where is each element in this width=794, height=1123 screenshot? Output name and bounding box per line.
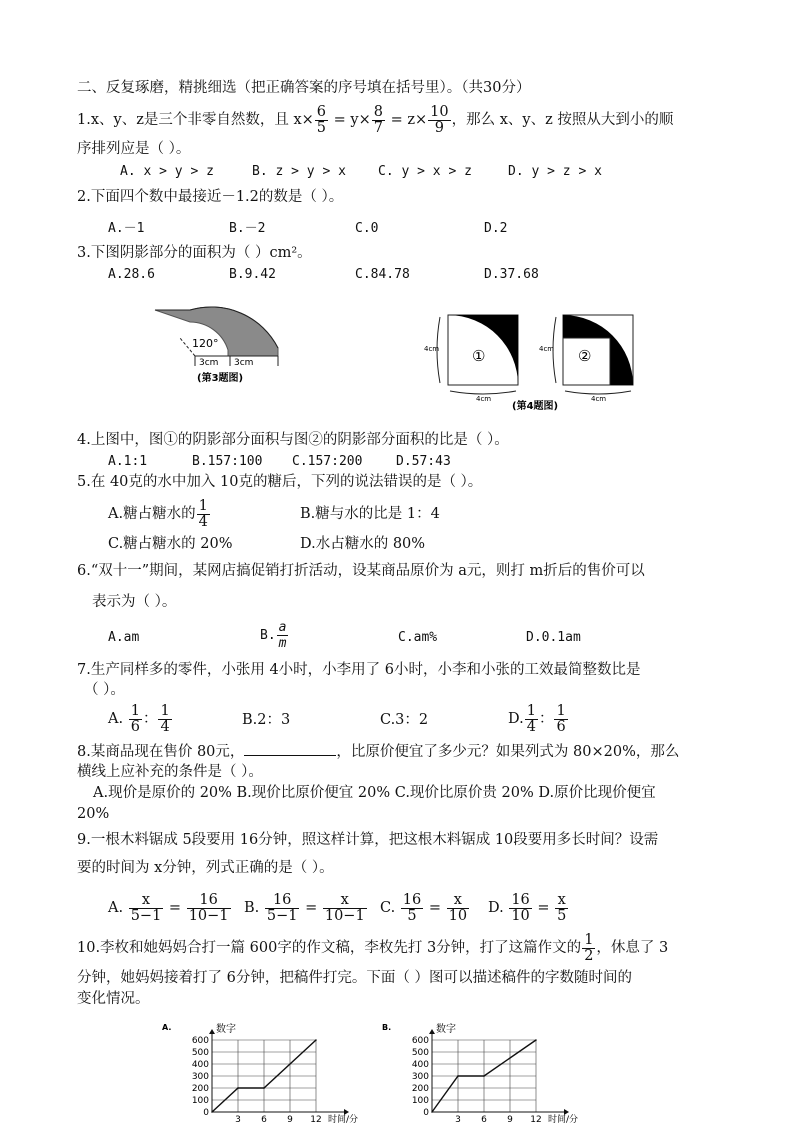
q1-fraction-2: $\frac{8}{7}$ (373, 103, 383, 136)
q7-option-a-fraction-2: $\frac{1}{4}$ (160, 702, 170, 735)
q7-option-c[interactable]: C.3：2 (380, 712, 429, 728)
q1-text-d: ，那么 x、y、z 按照从大到小的顺 (451, 112, 674, 128)
fig3-seg2-label: 3cm (234, 358, 254, 368)
q8-options-cont: 20% (77, 806, 110, 822)
q10-line1-post: ，休息了 3 (596, 940, 669, 956)
q2-stem: 2.下面四个数中最接近－1.2的数是（ ）。 (77, 189, 344, 205)
q5-option-a[interactable] (108, 498, 211, 530)
chart-data-point (483, 1075, 485, 1077)
q7-option-d-sep: ： (538, 711, 554, 727)
q5-option-a-fraction: $\frac{1}{4}$ (198, 497, 208, 530)
q1-text-b: = y× (329, 112, 371, 128)
q8-line1-post: ，比原价便宜了多少元？如果列式为 80×20%，那么 (336, 744, 680, 760)
chart-y-arrow (209, 1029, 215, 1034)
fig3-seg1-label: 3cm (199, 358, 219, 368)
q4-stem: 4.上图中，图①的阴影部分面积与图②的阴影部分面积的比是（ ）。 (77, 432, 509, 448)
chart-y-tick-label: 100 (191, 1096, 209, 1106)
q7-line2: （ ）。 (84, 682, 125, 698)
q9-option-c[interactable]: C. $\frac{16}{5}$ = $\frac{x}{10}$ (380, 891, 468, 924)
fig3-angle-label: 120° (192, 337, 219, 350)
chart-x-tick-label: 3 (235, 1115, 241, 1123)
q10-chart-b[interactable] (380, 1018, 600, 1123)
chart-data-point (431, 1111, 433, 1113)
chart-x-tick-label: 3 (455, 1115, 461, 1123)
q6-line2: 表示为（ ）。 (92, 594, 177, 610)
q1-text-a: 1.x、y、z是三个非零自然数，且 x× (77, 112, 314, 128)
q9-option-c-right: $\frac{x}{10}$ (448, 891, 468, 924)
q9-option-c-left: $\frac{16}{5}$ (402, 891, 422, 924)
fig4-diagram (420, 305, 640, 415)
chart-y-tick-label: 600 (191, 1036, 209, 1046)
q7-option-a[interactable] (108, 703, 173, 735)
chart-panel-label: B. (382, 1023, 392, 1032)
q9-line1: 9.一根木料锯成 5段要用 16分钟，照这样计算，把这根木料锯成 10段要用多长时间？设需 (77, 832, 659, 848)
q8-line2: 横线上应补充的条件是（ ）。 (77, 764, 263, 780)
q1-text-c: = z× (385, 112, 428, 128)
fig3-caption: (第3题图) (197, 373, 244, 384)
q6-option-a[interactable]: A.am (108, 630, 140, 645)
q7-option-a-fraction-1: $\frac{1}{6}$ (130, 702, 140, 735)
chart-x-tick-label: 12 (310, 1115, 322, 1123)
q4-option-a[interactable]: A.1:1 (108, 454, 148, 469)
q8-line1-pre: 8.某商品现在售价 80元， (77, 744, 245, 760)
q9-option-a-left: $\frac{x}{5-1}$ (130, 891, 162, 924)
q10-line3: 变化情况。 (77, 991, 150, 1007)
q5-option-d[interactable]: D.水占糖水的 80% (300, 536, 426, 552)
chart-data-point (263, 1087, 265, 1089)
fig4-caption: (第4题图) (512, 401, 559, 412)
q3-option-d[interactable]: D.37.68 (484, 267, 539, 282)
fig4-bottom-label-2: 4cm (591, 395, 607, 403)
chart-y-tick-label: 600 (411, 1036, 429, 1046)
q9-option-a-label: A. (108, 900, 124, 916)
chart-x-tick-label: 6 (481, 1115, 487, 1123)
chart-data-point (315, 1039, 317, 1041)
q1-stem (77, 104, 673, 136)
chart-y-tick-label: 0 (203, 1108, 209, 1118)
q10-line2: 分钟，她妈妈接着打了 6分钟，把稿件打完。下面（ ）图可以描述稿件的字数随时间的 (77, 970, 632, 986)
fig4-left-label-2: 4cm (539, 345, 555, 353)
q2-option-d[interactable]: D.2 (484, 221, 508, 236)
chart-x-tick-label: 12 (530, 1115, 542, 1123)
chart-y-tick-label: 0 (423, 1108, 429, 1118)
q7-option-d-fraction-2: $\frac{1}{6}$ (556, 702, 566, 735)
q9-option-d[interactable]: D. $\frac{16}{10}$ = $\frac{x}{5}$ (488, 891, 567, 924)
q3-option-a[interactable]: A.28.6 (108, 267, 155, 282)
chart-data-point (457, 1075, 459, 1077)
q6-line1: 6.“双十一”期间，某网店搞促销打折活动，设某商品原价为 a元，则打 m折后的售价可以 (77, 563, 645, 579)
chart-x-tick-label: 9 (287, 1115, 293, 1123)
q7-line1: 7.生产同样多的零件，小张用 4小时，小李用了 6小时，小李和小张的工效最简整数比是 (77, 662, 641, 678)
q10-chart-a[interactable] (160, 1018, 375, 1123)
q8-blank[interactable] (244, 741, 336, 756)
q1-line2: 序排列应是（ ）。 (77, 141, 191, 157)
q6-option-b-label: B. (260, 628, 276, 643)
q9-option-a-right: $\frac{16}{10-1}$ (188, 891, 229, 924)
q7-option-d-fraction-1: $\frac{1}{4}$ (526, 702, 536, 735)
chart-y-tick-label: 300 (191, 1072, 209, 1082)
q1-fraction-3: $\frac{10}{9}$ (430, 103, 449, 136)
chart-x-axis-unit: 时间/分 (548, 1115, 579, 1123)
chart-y-tick-label: 100 (411, 1096, 429, 1106)
chart-x-axis-unit: 时间/分 (328, 1115, 359, 1123)
fig4-label-1: ① (472, 347, 486, 365)
fig4-label-2: ② (578, 347, 592, 365)
q6-option-c[interactable]: C.am% (398, 630, 438, 645)
q9-option-b[interactable]: B. $\frac{16}{5-1}$ = $\frac{x}{10-1}$ (244, 891, 365, 924)
fig4-bottom-label-1: 4cm (476, 395, 492, 403)
q1-option-a[interactable]: A. x > y > z (120, 164, 214, 179)
chart-y-arrow (429, 1029, 435, 1034)
chart-data-point (237, 1087, 239, 1089)
q3-stem: 3.下图阴影部分的面积为（ ）cm²。 (77, 245, 312, 261)
q9-option-a[interactable]: A. $\frac{x}{5-1}$ = $\frac{16}{10-1}$ (108, 891, 229, 924)
q4-option-b[interactable]: B.157:100 (192, 454, 263, 469)
q9-option-d-right: $\frac{x}{5}$ (557, 891, 567, 924)
q7-option-a-sep: ： (142, 711, 158, 727)
q9-option-b-left: $\frac{16}{5-1}$ (266, 891, 298, 924)
q6-option-b-fraction: $\frac{a}{m}$ (278, 620, 287, 651)
chart-y-tick-label: 200 (411, 1084, 429, 1094)
q4-option-d[interactable]: D.57:43 (396, 454, 451, 469)
q10-line1 (77, 932, 668, 964)
chart-x-tick-label: 6 (261, 1115, 267, 1123)
q9-option-b-label: B. (244, 900, 260, 916)
q9-line2: 要的时间为 x分钟，列式正确的是（ ）。 (77, 860, 334, 876)
chart-y-tick-label: 400 (411, 1060, 429, 1070)
chart-y-tick-label: 400 (191, 1060, 209, 1070)
q6-option-d[interactable]: D.0.1am (526, 630, 581, 645)
q2-option-b[interactable]: B.－2 (229, 221, 266, 236)
section-heading: 二、反复琢磨，精挑细选（把正确答案的序号填在括号里）。（共30分） (77, 80, 531, 96)
q9-option-d-left: $\frac{16}{10}$ (511, 891, 530, 924)
q1-option-b[interactable]: B. z > y > x (252, 164, 346, 179)
chart-y-tick-label: 300 (411, 1072, 429, 1082)
q3-option-c[interactable]: C.84.78 (355, 267, 410, 282)
q1-fraction-1: $\frac{6}{5}$ (316, 103, 327, 136)
q2-option-c[interactable]: C.0 (355, 221, 379, 236)
q7-option-b[interactable]: B.2：3 (242, 712, 291, 728)
q9-option-d-label: D. (488, 900, 504, 916)
chart-x-tick-label: 9 (507, 1115, 513, 1123)
q3-option-b[interactable]: B.9.42 (229, 267, 276, 282)
chart-y-tick-label: 500 (411, 1048, 429, 1058)
q5-option-b[interactable]: B.糖与水的比是 1：4 (300, 506, 440, 522)
q7-option-d[interactable] (508, 703, 569, 735)
q9-option-c-label: C. (380, 900, 396, 916)
chart-data-point (211, 1111, 213, 1113)
q10-line1-pre: 10.李枚和她妈妈合打一篇 600字的作文稿，李枚先打 3分钟，打了这篇作文的 (77, 940, 582, 956)
q5-stem: 5.在 40克的水中加入 10克的糖后，下列的说法错误的是（ ）。 (77, 474, 483, 490)
q9-option-b-right: $\frac{x}{10-1}$ (324, 891, 365, 924)
fig3-diagram (150, 300, 285, 390)
q5-option-a-text: A.糖占糖水的 (108, 506, 196, 522)
chart-panel-label: A. (162, 1023, 172, 1032)
q4-option-c[interactable]: C.157:200 (292, 454, 363, 469)
chart-y-tick-label: 200 (191, 1084, 209, 1094)
q5-option-c[interactable]: C.糖占糖水的 20% (108, 536, 233, 552)
q8-line1 (77, 741, 679, 762)
chart-data-point (535, 1039, 537, 1041)
q7-option-a-label: A. (108, 711, 124, 727)
q1-option-c[interactable]: C. y > x > z (378, 164, 472, 179)
chart-y-tick-label: 500 (191, 1048, 209, 1058)
chart-y-axis-label: 数字 (436, 1024, 456, 1035)
fig4-left-label-1: 4cm (424, 345, 440, 353)
q1-option-d[interactable]: D. y > z > x (508, 164, 602, 179)
q6-option-b[interactable] (260, 620, 289, 652)
chart-y-axis-label: 数字 (216, 1024, 236, 1035)
q8-options[interactable]: A.现价是原价的 20% B.现价比原价便宜 20% C.现价比原价贵 20% D.原价比现价便宜 (93, 785, 656, 801)
q7-option-d-label: D. (508, 711, 524, 727)
q2-option-a[interactable]: A.－1 (108, 221, 145, 236)
q10-fraction: $\frac{1}{2}$ (584, 931, 594, 964)
